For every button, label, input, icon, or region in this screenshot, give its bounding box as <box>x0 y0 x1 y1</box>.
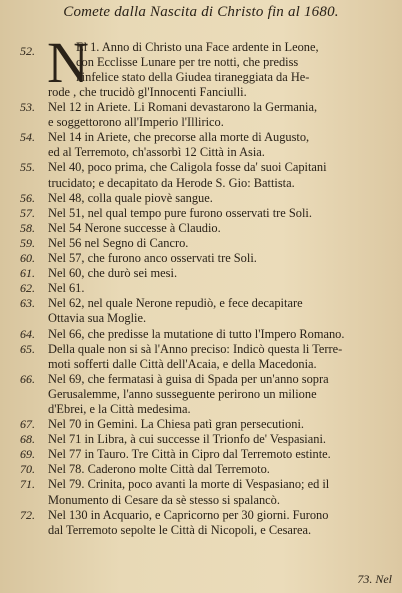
entry-line: Nel 48, colla quale piovè sangue. <box>48 190 213 205</box>
entry-71 <box>20 477 396 507</box>
entry-59 <box>20 236 396 251</box>
entry-number: 59. <box>20 235 35 250</box>
entry-line: Nel 12 in Ariete. Li Romani devastarono la Germania, <box>48 100 318 115</box>
entry-line: El 1. Anno di Christo una Face ardente in Leone, <box>76 40 319 54</box>
entry-line: Nel 51, nel qual tempo pure furono osservati tre Soli. <box>48 205 312 220</box>
entry-number: 64. <box>20 326 35 341</box>
entry-line: l'infelice stato della Giudea tiraneggiata da He- <box>76 70 310 85</box>
entry-list <box>20 40 396 538</box>
entry-number: 58. <box>20 220 35 235</box>
entry-61 <box>20 266 396 281</box>
entry-57 <box>20 206 396 221</box>
entry-52-tail <box>20 85 396 100</box>
entry-number: 53. <box>20 100 35 115</box>
entry-line: Nel 69, che fermatasi à guisa di Spada per un'anno sopra <box>48 371 329 386</box>
entry-66 <box>20 372 396 417</box>
entry-58 <box>20 221 396 236</box>
entry-number: 69. <box>20 447 35 462</box>
entry-line: e soggettorono all'Imperio l'Illirico. <box>48 115 224 130</box>
entry-56 <box>20 191 396 206</box>
entry-line: Nel 62, nel quale Nerone repudiò, e fece decapitare <box>48 296 303 311</box>
entry-line: Nel 79. Crinita, poco avanti la morte di Vespasiano; ed il <box>48 477 330 492</box>
entry-number: 63. <box>20 296 35 311</box>
entry-line: Ottavia sua Moglie. <box>48 311 147 326</box>
entry-line: Nel 60, che durò sei mesi. <box>48 266 178 281</box>
entry-69 <box>20 447 396 462</box>
entry-line: Nel 70 in Gemini. La Chiesa patì gran persecutioni. <box>48 417 305 432</box>
entry-number: 70. <box>20 462 35 477</box>
entry-number: 72. <box>20 507 35 522</box>
entry-line: Nel 71 in Libra, à cui successe il Trionfo de' Vespasiani. <box>48 432 326 447</box>
entry-number: 60. <box>20 251 35 266</box>
entry-number: 54. <box>20 130 35 145</box>
entry-line: Nel 77 in Tauro. Tre Città in Cipro dal Terremoto estinte. <box>48 447 331 462</box>
entry-60 <box>20 251 396 266</box>
entry-line: ed al Terremoto, ch'assorbì 12 Città in Asia. <box>48 145 265 160</box>
entry-72 <box>20 508 396 538</box>
entry-line: Nel 54 Nerone successe à Claudio. <box>48 220 221 235</box>
entry-number: 61. <box>20 266 35 281</box>
entry-54 <box>20 130 396 160</box>
entry-number: 55. <box>20 160 35 175</box>
entry-line: Gerusalemme, l'anno susseguente perirono un milione <box>48 386 317 401</box>
entry-number: 68. <box>20 432 35 447</box>
entry-line: Monumento di Cesare da sè stesso si spalancò. <box>48 492 280 507</box>
entry-line: Nel 57, che furono anco osservati tre Soli. <box>48 251 257 266</box>
entry-62 <box>20 281 396 296</box>
entry-64 <box>20 327 396 342</box>
entry-number: 71. <box>20 477 35 492</box>
entry-53 <box>20 100 396 130</box>
entry-line: Nel 66, che predisse la mutatione di tutto l'Impero Romano. <box>48 326 345 341</box>
running-header: Comete dalla Nascita di Christo fin al 1680. <box>63 4 339 20</box>
entry-line: Nel 14 in Ariete, che precorse alla morte di Augusto, <box>48 130 310 145</box>
entry-number: 65. <box>20 341 35 356</box>
catchword: 73. Nel <box>357 572 392 586</box>
entry-line: d'Ebrei, e la Città medesima. <box>48 401 191 416</box>
entry-55 <box>20 160 396 190</box>
entry-number: 52. <box>20 44 35 58</box>
entry-line: Nel 56 nel Segno di Cancro. <box>48 235 189 250</box>
entry-70 <box>20 462 396 477</box>
entry-line: con Ecclisse Lunare per tre notti, che prediss <box>76 55 299 70</box>
entry-line: Della quale non si sà l'Anno preciso: Indicò questa li Terre- <box>48 341 343 356</box>
entry-68 <box>20 432 396 447</box>
entry-line: Nel 40, poco prima, che Caligola fosse da' suoi Capitani <box>48 160 327 175</box>
entry-number: 57. <box>20 205 35 220</box>
entry-63 <box>20 296 396 326</box>
entry-67 <box>20 417 396 432</box>
entry-65 <box>20 342 396 372</box>
drop-cap: N <box>47 40 89 95</box>
entry-number: 67. <box>20 417 35 432</box>
entry-line: Nel 130 in Acquario, e Capricorno per 30 giorni. Furono <box>48 507 329 522</box>
entry-line: dal Terremoto sepolte le Città di Nicopoli, e Cesarea. <box>48 522 312 537</box>
entry-line: moti sofferti dalle Città dell'Acaia, e della Macedonia. <box>48 356 317 371</box>
entry-number: 66. <box>20 371 35 386</box>
entry-number: 62. <box>20 281 35 296</box>
entry-line: rode , che trucidò gl'Innocenti Fanciulli. <box>48 85 247 99</box>
entry-line: trucidato; e decapitato da Herode S. Gio: Battista. <box>48 175 295 190</box>
entry-number: 56. <box>20 190 35 205</box>
entry-line: Nel 61. <box>48 281 85 296</box>
entry-line: Nel 78. Caderono molte Città dal Terremoto. <box>48 462 270 477</box>
